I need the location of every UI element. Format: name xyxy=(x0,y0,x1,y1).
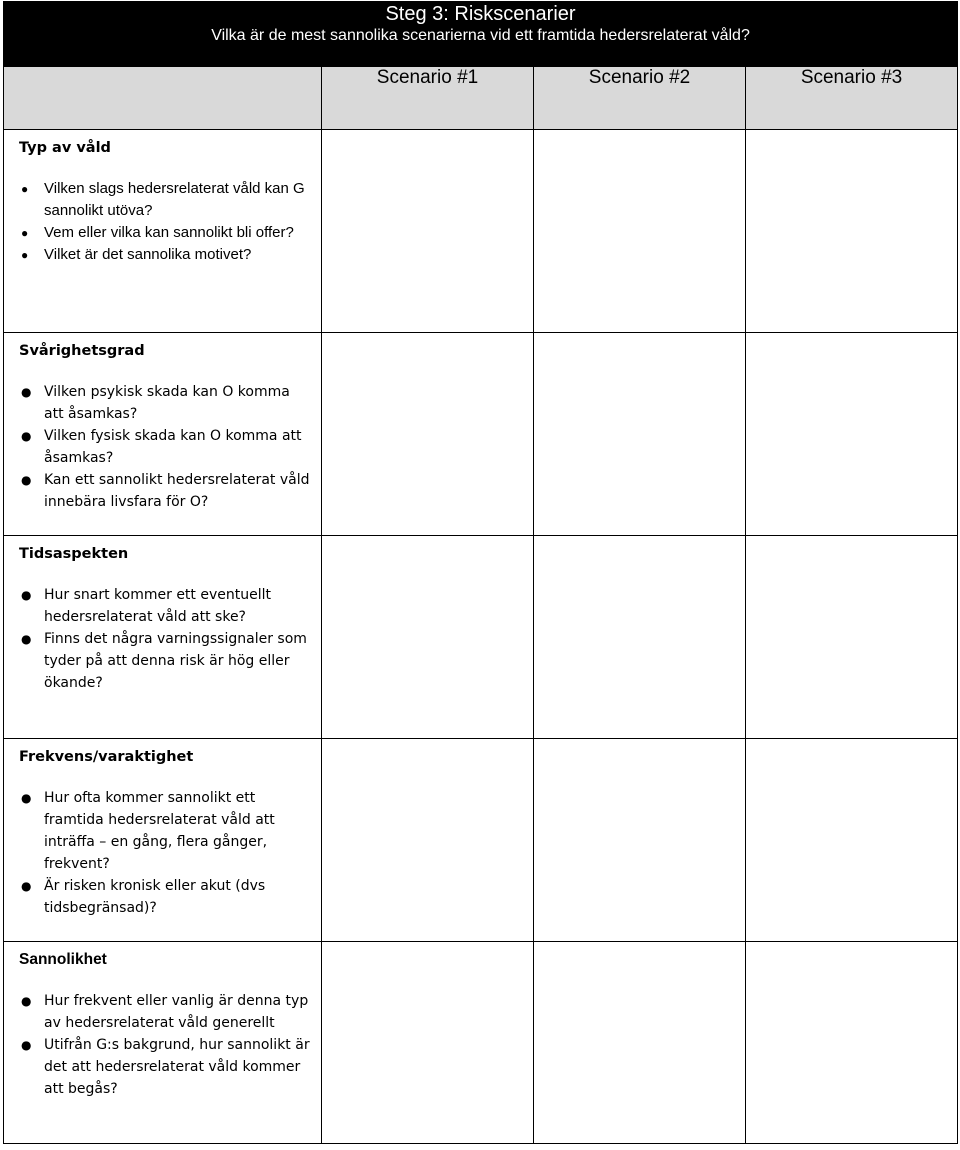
scenario-header-2: Scenario #2 xyxy=(534,67,746,130)
question-item: ● Hur frekvent eller vanlig är denna typ av hedersrelaterat våld generellt xyxy=(19,990,313,1034)
scenario-1-cell[interactable] xyxy=(322,333,534,536)
title-cell xyxy=(4,2,958,67)
question-list xyxy=(19,178,313,266)
scenario-2-cell[interactable] xyxy=(534,739,746,942)
title-row xyxy=(4,2,958,67)
risk-scenario-table xyxy=(3,1,958,1144)
question-list xyxy=(19,990,313,1100)
section-row-frekvens xyxy=(4,739,958,942)
question-item: ● Kan ett sannolikt hedersrelaterat våld innebära livsfara för O? xyxy=(19,469,313,513)
question-item: ● Vilken fysisk skada kan O komma att åsamkas? xyxy=(19,425,313,469)
question-list xyxy=(19,787,313,919)
corner-cell xyxy=(4,67,322,130)
page-title: Steg 3: Riskscenarier xyxy=(385,3,576,25)
bullet-icon: ● xyxy=(21,1038,32,1052)
section-title: Svårighetsgrad xyxy=(19,343,145,359)
question-item: ● Är risken kronisk eller akut (dvs tidsbegränsad)? xyxy=(19,875,313,919)
section-row-typ-av-vald xyxy=(4,130,958,333)
section-label-cell xyxy=(4,333,322,536)
bullet-icon: ● xyxy=(21,226,29,240)
bullet-icon: ● xyxy=(21,632,32,646)
section-title: Frekvens/varaktighet xyxy=(19,749,194,765)
bullet-icon: ● xyxy=(21,473,32,487)
bullet-icon: ● xyxy=(21,385,32,399)
section-title: Sannolikhet xyxy=(19,951,107,968)
scenario-header-1: Scenario #1 xyxy=(322,67,534,130)
section-label-cell xyxy=(4,739,322,942)
scenario-3-cell[interactable] xyxy=(746,536,958,739)
scenario-1-cell[interactable] xyxy=(322,130,534,333)
question-item: ● Vem eller vilka kan sannolikt bli offer? xyxy=(19,222,313,244)
question-list xyxy=(19,584,313,694)
question-list xyxy=(19,381,313,513)
scenario-3-cell[interactable] xyxy=(746,130,958,333)
section-row-tidsaspekten xyxy=(4,536,958,739)
bullet-icon: ● xyxy=(21,429,32,443)
scenario-3-cell[interactable] xyxy=(746,942,958,1144)
section-label-cell xyxy=(4,536,322,739)
scenario-2-cell[interactable] xyxy=(534,942,746,1144)
question-item: ● Utifrån G:s bakgrund, hur sannolikt är det att hedersrelaterat våld kommer att begås? xyxy=(19,1034,313,1100)
question-item: ● Vilken psykisk skada kan O komma att åsamkas? xyxy=(19,381,313,425)
scenario-2-cell[interactable] xyxy=(534,333,746,536)
page-subtitle: Vilka är de mest sannolika scenarierna vid ett framtida hedersrelaterat våld? xyxy=(211,27,750,44)
bullet-icon: ● xyxy=(21,248,29,262)
section-label-cell xyxy=(4,130,322,333)
scenario-header-3: Scenario #3 xyxy=(746,67,958,130)
bullet-icon: ● xyxy=(21,182,29,196)
question-item: ● Hur ofta kommer sannolikt ett framtida hedersrelaterat våld att inträffa – en gång, flera gånger, frekvent? xyxy=(19,787,313,875)
question-item: ● Vilken slags hedersrelaterat våld kan G sannolikt utöva? xyxy=(21,180,305,219)
section-row-sannolikhet xyxy=(4,942,958,1144)
bullet-icon: ● xyxy=(21,994,32,1008)
question-item: ● Hur snart kommer ett eventuellt hedersrelaterat våld att ske? xyxy=(19,584,313,628)
question-item: ● Vilket är det sannolika motivet? xyxy=(19,244,313,266)
scenario-3-cell[interactable] xyxy=(746,333,958,536)
scenario-1-cell[interactable] xyxy=(322,536,534,739)
section-title: Typ av våld xyxy=(19,140,111,156)
scenario-1-cell[interactable] xyxy=(322,739,534,942)
scenario-2-cell[interactable] xyxy=(534,130,746,333)
bullet-icon: ● xyxy=(21,588,32,602)
section-label-cell xyxy=(4,942,322,1144)
question-item: ● Finns det några varningssignaler som tyder på att denna risk är hög eller ökande? xyxy=(19,628,313,694)
scenario-2-cell[interactable] xyxy=(534,536,746,739)
scenario-1-cell[interactable] xyxy=(322,942,534,1144)
section-row-svarighetsgrad xyxy=(4,333,958,536)
bullet-icon: ● xyxy=(21,879,32,893)
scenario-header-row xyxy=(4,67,958,130)
bullet-icon: ● xyxy=(21,791,32,805)
scenario-3-cell[interactable] xyxy=(746,739,958,942)
section-title: Tidsaspekten xyxy=(19,546,129,562)
